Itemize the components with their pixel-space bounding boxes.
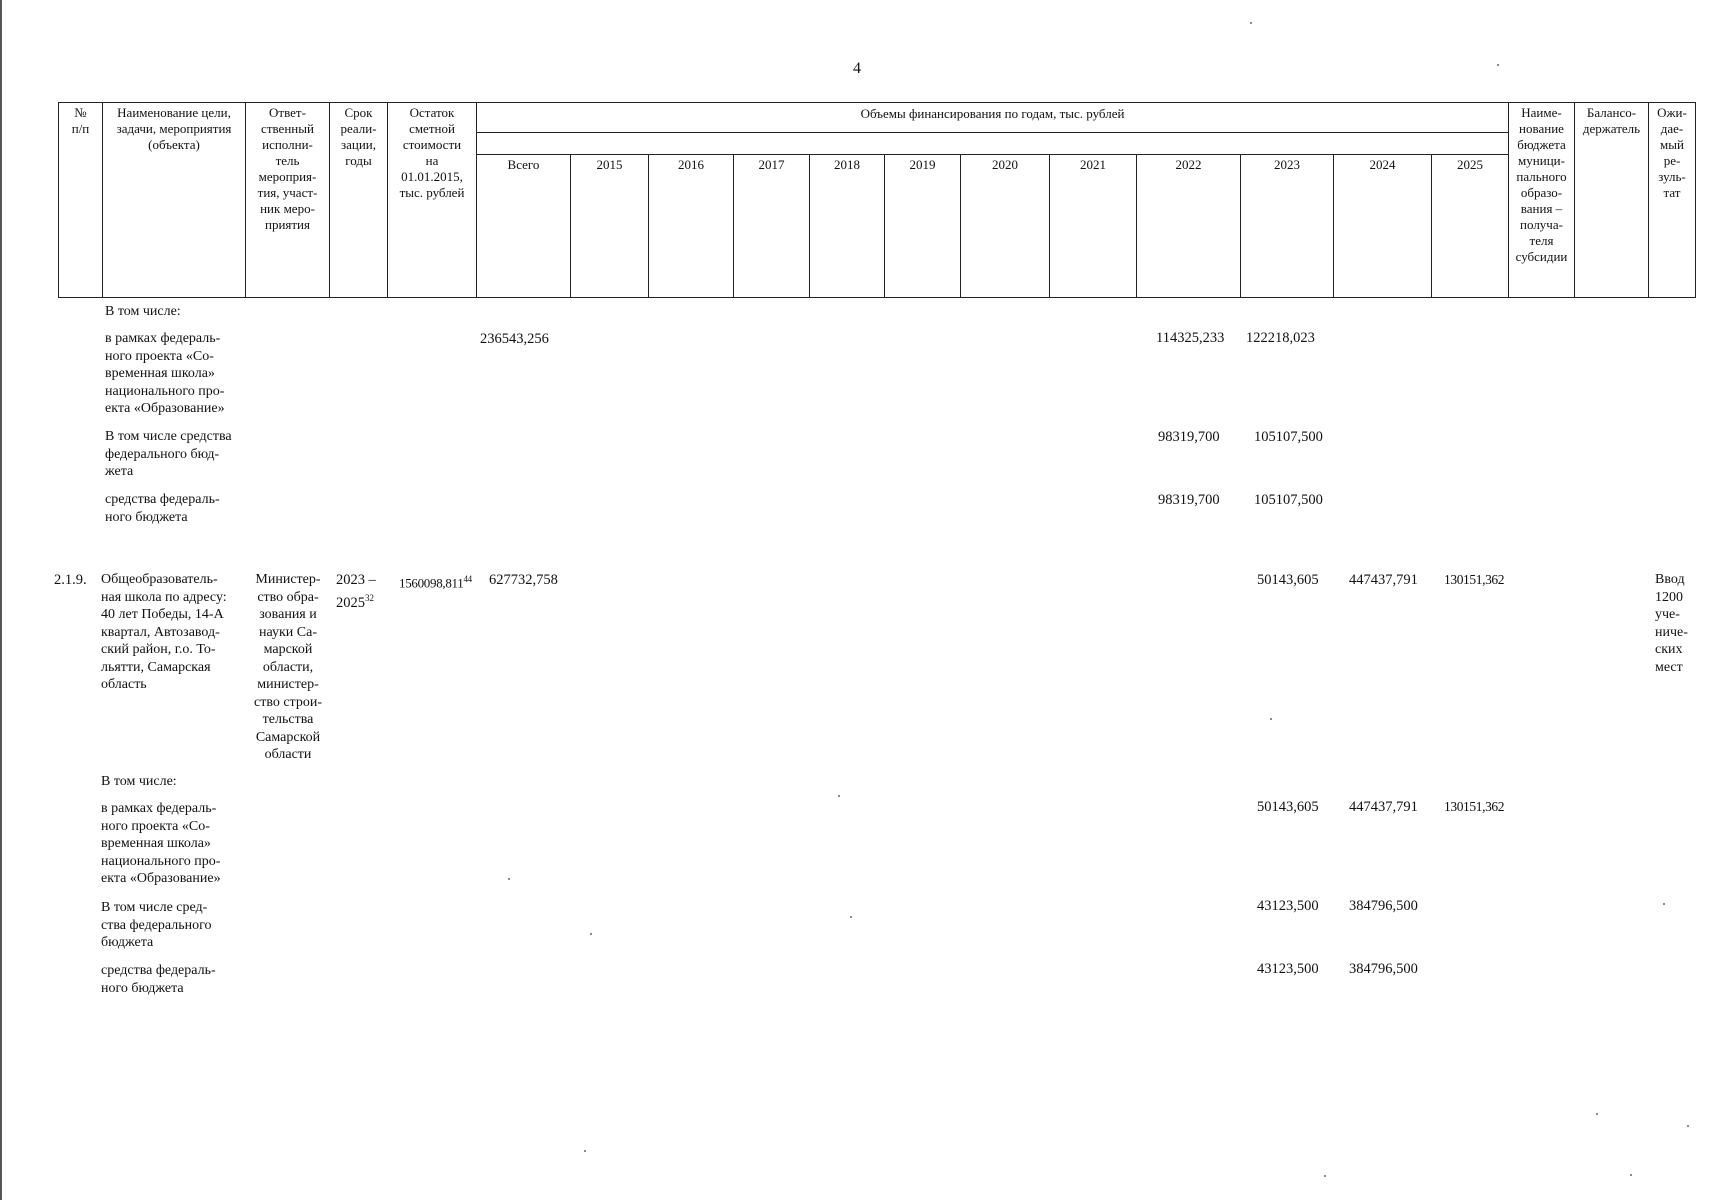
row-label: В том числе: xyxy=(101,774,177,789)
row-label: В том числе средства федерального бюд- жета xyxy=(105,429,232,479)
scan-edge-mark xyxy=(0,0,2,1200)
row-label: средства федераль- ного бюджета xyxy=(105,492,220,525)
col-year-header: 2019 xyxy=(885,155,961,298)
scan-speck xyxy=(1270,718,1272,720)
item-responsible: Министер- ство обра- зования и науки Са- марской области, министер- ство строи- тельства Самарской области xyxy=(253,572,322,762)
col-year-header: 2017 xyxy=(734,155,810,298)
scan-speck xyxy=(1324,1175,1326,1177)
scan-speck xyxy=(584,1150,586,1152)
scan-speck xyxy=(838,795,840,797)
cell-2023: 105107,500 xyxy=(1254,429,1323,445)
cell-2023: 43123,500 xyxy=(1257,961,1319,977)
cell-2022: 114325,233 xyxy=(1156,330,1225,346)
col-budget-header: Наиме- нование бюджета муници- пального образо- вания – получа- теля субсидии xyxy=(1509,103,1575,298)
row-label: В том числе: xyxy=(105,304,181,319)
col-year-header: 2015 xyxy=(571,155,649,298)
item-term: 2023 – 2025$^{32}$ xyxy=(336,572,376,611)
row-label: в рамках федераль- ного проекта «Со- временная школа» национального про- екта «Образование» xyxy=(101,801,221,886)
col-year-header: 2024 xyxy=(1334,155,1432,298)
row-label: средства федераль- ного бюджета xyxy=(101,963,216,996)
cell-2024: 384796,500 xyxy=(1349,898,1418,914)
row-label: В том числе сред- ства федерального бюджета xyxy=(101,900,212,950)
row-label: в рамках федераль- ного проекта «Со- временная школа» национального про- екта «Образование» xyxy=(105,331,225,416)
col-year-header: 2016 xyxy=(649,155,734,298)
funding-spacer xyxy=(477,133,1509,155)
col-year-header: 2021 xyxy=(1050,155,1137,298)
col-year-header: 2025 xyxy=(1432,155,1509,298)
cell-total: 236543,256 xyxy=(480,331,549,347)
cell-2025: 130151,362 xyxy=(1444,799,1505,814)
header-table xyxy=(58,102,1696,298)
item-number: 2.1.9. xyxy=(54,572,87,588)
col-year-header: 2023 xyxy=(1241,155,1334,298)
page-number: 4 xyxy=(853,60,861,77)
cell-total: 627732,758 xyxy=(489,572,558,588)
col-total-header: Всего xyxy=(477,155,571,298)
scan-speck xyxy=(1250,22,1252,24)
col-year-header: 2022 xyxy=(1137,155,1241,298)
cell-2024: 447437,791 xyxy=(1349,799,1418,815)
col-year-header: 2018 xyxy=(810,155,885,298)
cell-2022: 98319,700 xyxy=(1158,492,1220,508)
scan-speck xyxy=(1596,1113,1598,1115)
col-holder-header: Балансо- держатель xyxy=(1575,103,1649,298)
cell-2023: 50143,605 xyxy=(1257,799,1319,815)
col-num-header: № п/п xyxy=(59,103,103,298)
col-remainder-header: Остаток сметной стоимости на 01.01.2015, тыс. рублей xyxy=(388,103,477,298)
scan-speck xyxy=(850,916,852,918)
item-name: Общеобразователь- ная школа по адресу: 40 лет Победы, 14-А квартал, Автозавод- ский район, г.о. То- льятти, Самарская область xyxy=(101,572,227,692)
scan-speck xyxy=(1663,903,1665,905)
funding-group-header: Объемы финансирования по годам, тыс. рублей xyxy=(477,103,1509,133)
col-result-header: Ожи- дае- мый ре- зуль- тат xyxy=(1649,103,1696,298)
scan-speck xyxy=(1630,1174,1632,1176)
col-name-header: Наименование цели, задачи, мероприятия (объекта) xyxy=(103,103,246,298)
cell-2023: 105107,500 xyxy=(1254,492,1323,508)
cell-2023: 122218,023 xyxy=(1246,330,1315,346)
cell-2024: 384796,500 xyxy=(1349,961,1418,977)
cell-2025: 130151,362 xyxy=(1444,572,1505,587)
cell-2022: 98319,700 xyxy=(1158,429,1220,445)
col-responsible-header: Ответ- ственный исполни- тель мероприя- тия, участ- ник меро- приятия xyxy=(246,103,330,298)
col-term-header: Срок реали- зации, годы xyxy=(330,103,388,298)
scan-speck xyxy=(508,878,510,880)
scan-speck xyxy=(1497,64,1499,66)
cell-2023: 43123,500 xyxy=(1257,898,1319,914)
col-year-header: 2020 xyxy=(961,155,1050,298)
scan-speck xyxy=(1687,1125,1689,1127)
item-result: Ввод 1200 уче- ниче- ских мест xyxy=(1655,572,1688,675)
item-remainder: 1560098,811$^{44}$ xyxy=(399,574,472,591)
cell-2024: 447437,791 xyxy=(1349,572,1418,588)
scan-speck xyxy=(590,933,592,935)
cell-2023: 50143,605 xyxy=(1257,572,1319,588)
